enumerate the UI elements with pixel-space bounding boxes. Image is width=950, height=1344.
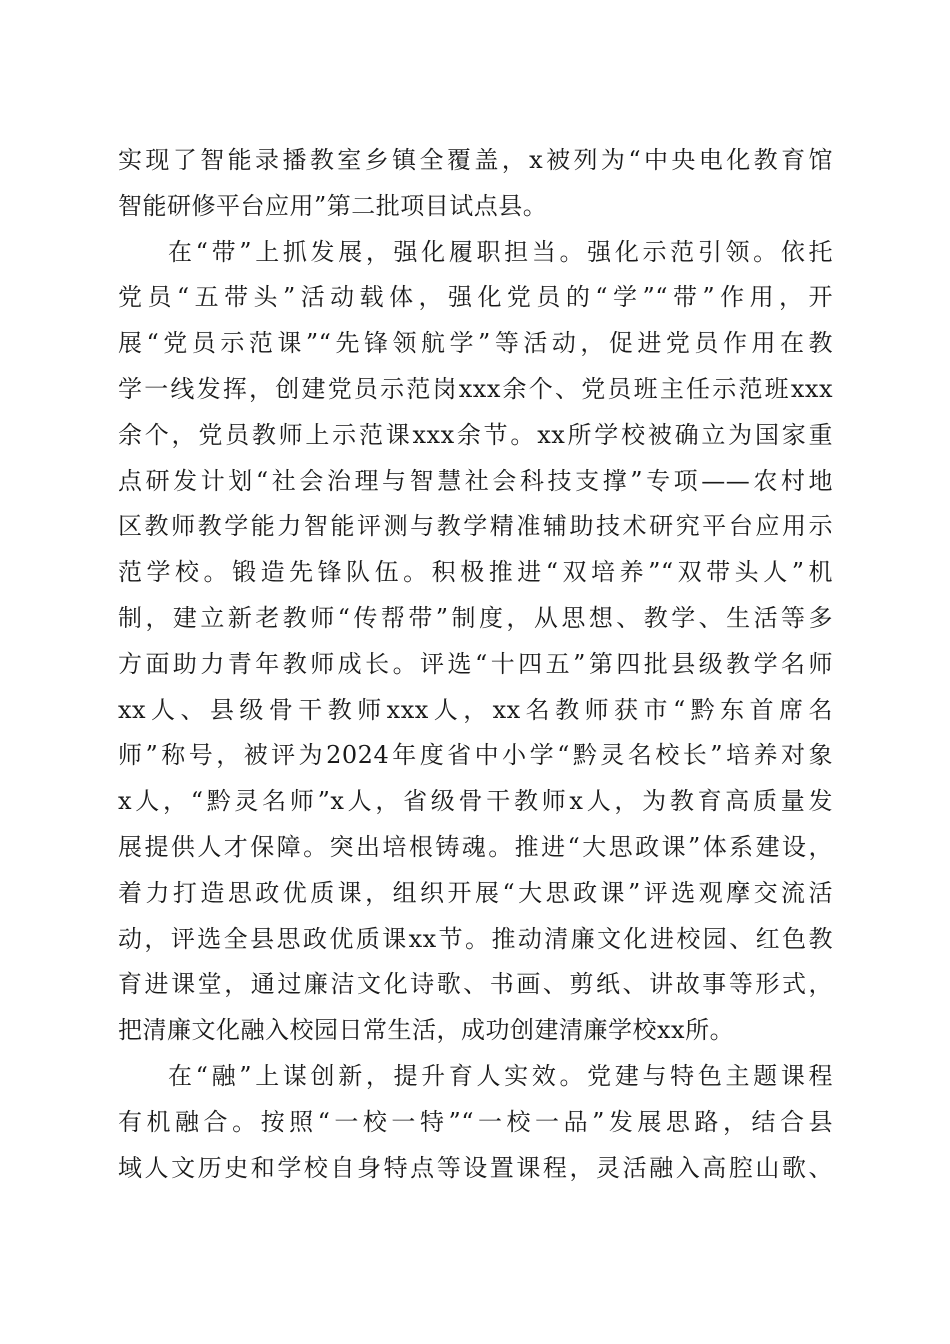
text-line: 实现了智能录播教室乡镇全覆盖，x被列为“中央电化教育馆 <box>118 146 833 174</box>
text-line: 着力打造思政优质课，组织开展“大思政课”评选观摩交流活 <box>118 878 833 907</box>
body-text <box>118 138 833 1191</box>
text-line: 有机融合。按照“一校一特”“一校一品”发展思路，结合县 <box>118 1107 833 1136</box>
text-line: xx人、县级骨干教师xxx人，xx名教师获市“黔东首席名 <box>118 695 833 724</box>
text-line: 育进课堂，通过廉洁文化诗歌、书画、剪纸、讲故事等形式， <box>118 970 833 999</box>
text-line: 域人文历史和学校自身特点等设置课程，灵活融入高腔山歌、 <box>118 1153 833 1182</box>
text-line: 展“党员示范课”“先锋领航学”等活动，促进党员作用在教 <box>118 329 833 358</box>
text-line: 制，建立新老教师“传帮带”制度，从思想、教学、生活等多 <box>118 603 833 632</box>
text-line: x人，“黔灵名师”x人，省级骨干教师x人，为教育高质量发 <box>118 787 833 816</box>
text-line: 方面助力青年教师成长。评选“十四五”第四批县级教学名师 <box>118 649 833 678</box>
text-line: 点研发计划“社会治理与智慧社会科技支撑”专项——农村地 <box>118 466 833 495</box>
text-line: 余个，党员教师上示范课xxx余节。xx所学校被确立为国家重 <box>118 420 833 449</box>
text-line: 范学校。锻造先锋队伍。积极推进“双培养”“双带头人”机 <box>118 558 833 587</box>
text-line: 党员“五带头”活动载体，强化党员的“学”“带”作用，开 <box>118 283 833 312</box>
text-line: 智能研修平台应用”第二批项目试点县。 <box>118 191 548 220</box>
paragraph-start-line: 在“带”上抓发展，强化履职担当。强化示范引领。依托 <box>168 237 833 266</box>
text-line: 动，评选全县思政优质课xx节。推动清廉文化进校园、红色教 <box>118 924 833 953</box>
text-line: 区教师教学能力智能评测与教学精准辅助技术研究平台应用示 <box>118 512 833 541</box>
text-line: 学一线发挥，创建党员示范岗xxx余个、党员班主任示范班xxx <box>118 374 833 403</box>
text-line: 师”称号，被评为2024年度省中小学“黔灵名校长”培养对象 <box>118 741 833 770</box>
text-line: 把清廉文化融入校园日常生活，成功创建清廉学校xx所。 <box>118 1016 735 1045</box>
paragraph-start-line: 在“融”上谋创新，提升育人实效。党建与特色主题课程 <box>168 1061 833 1090</box>
text-line: 展提供人才保障。突出培根铸魂。推进“大思政课”体系建设， <box>118 832 833 861</box>
